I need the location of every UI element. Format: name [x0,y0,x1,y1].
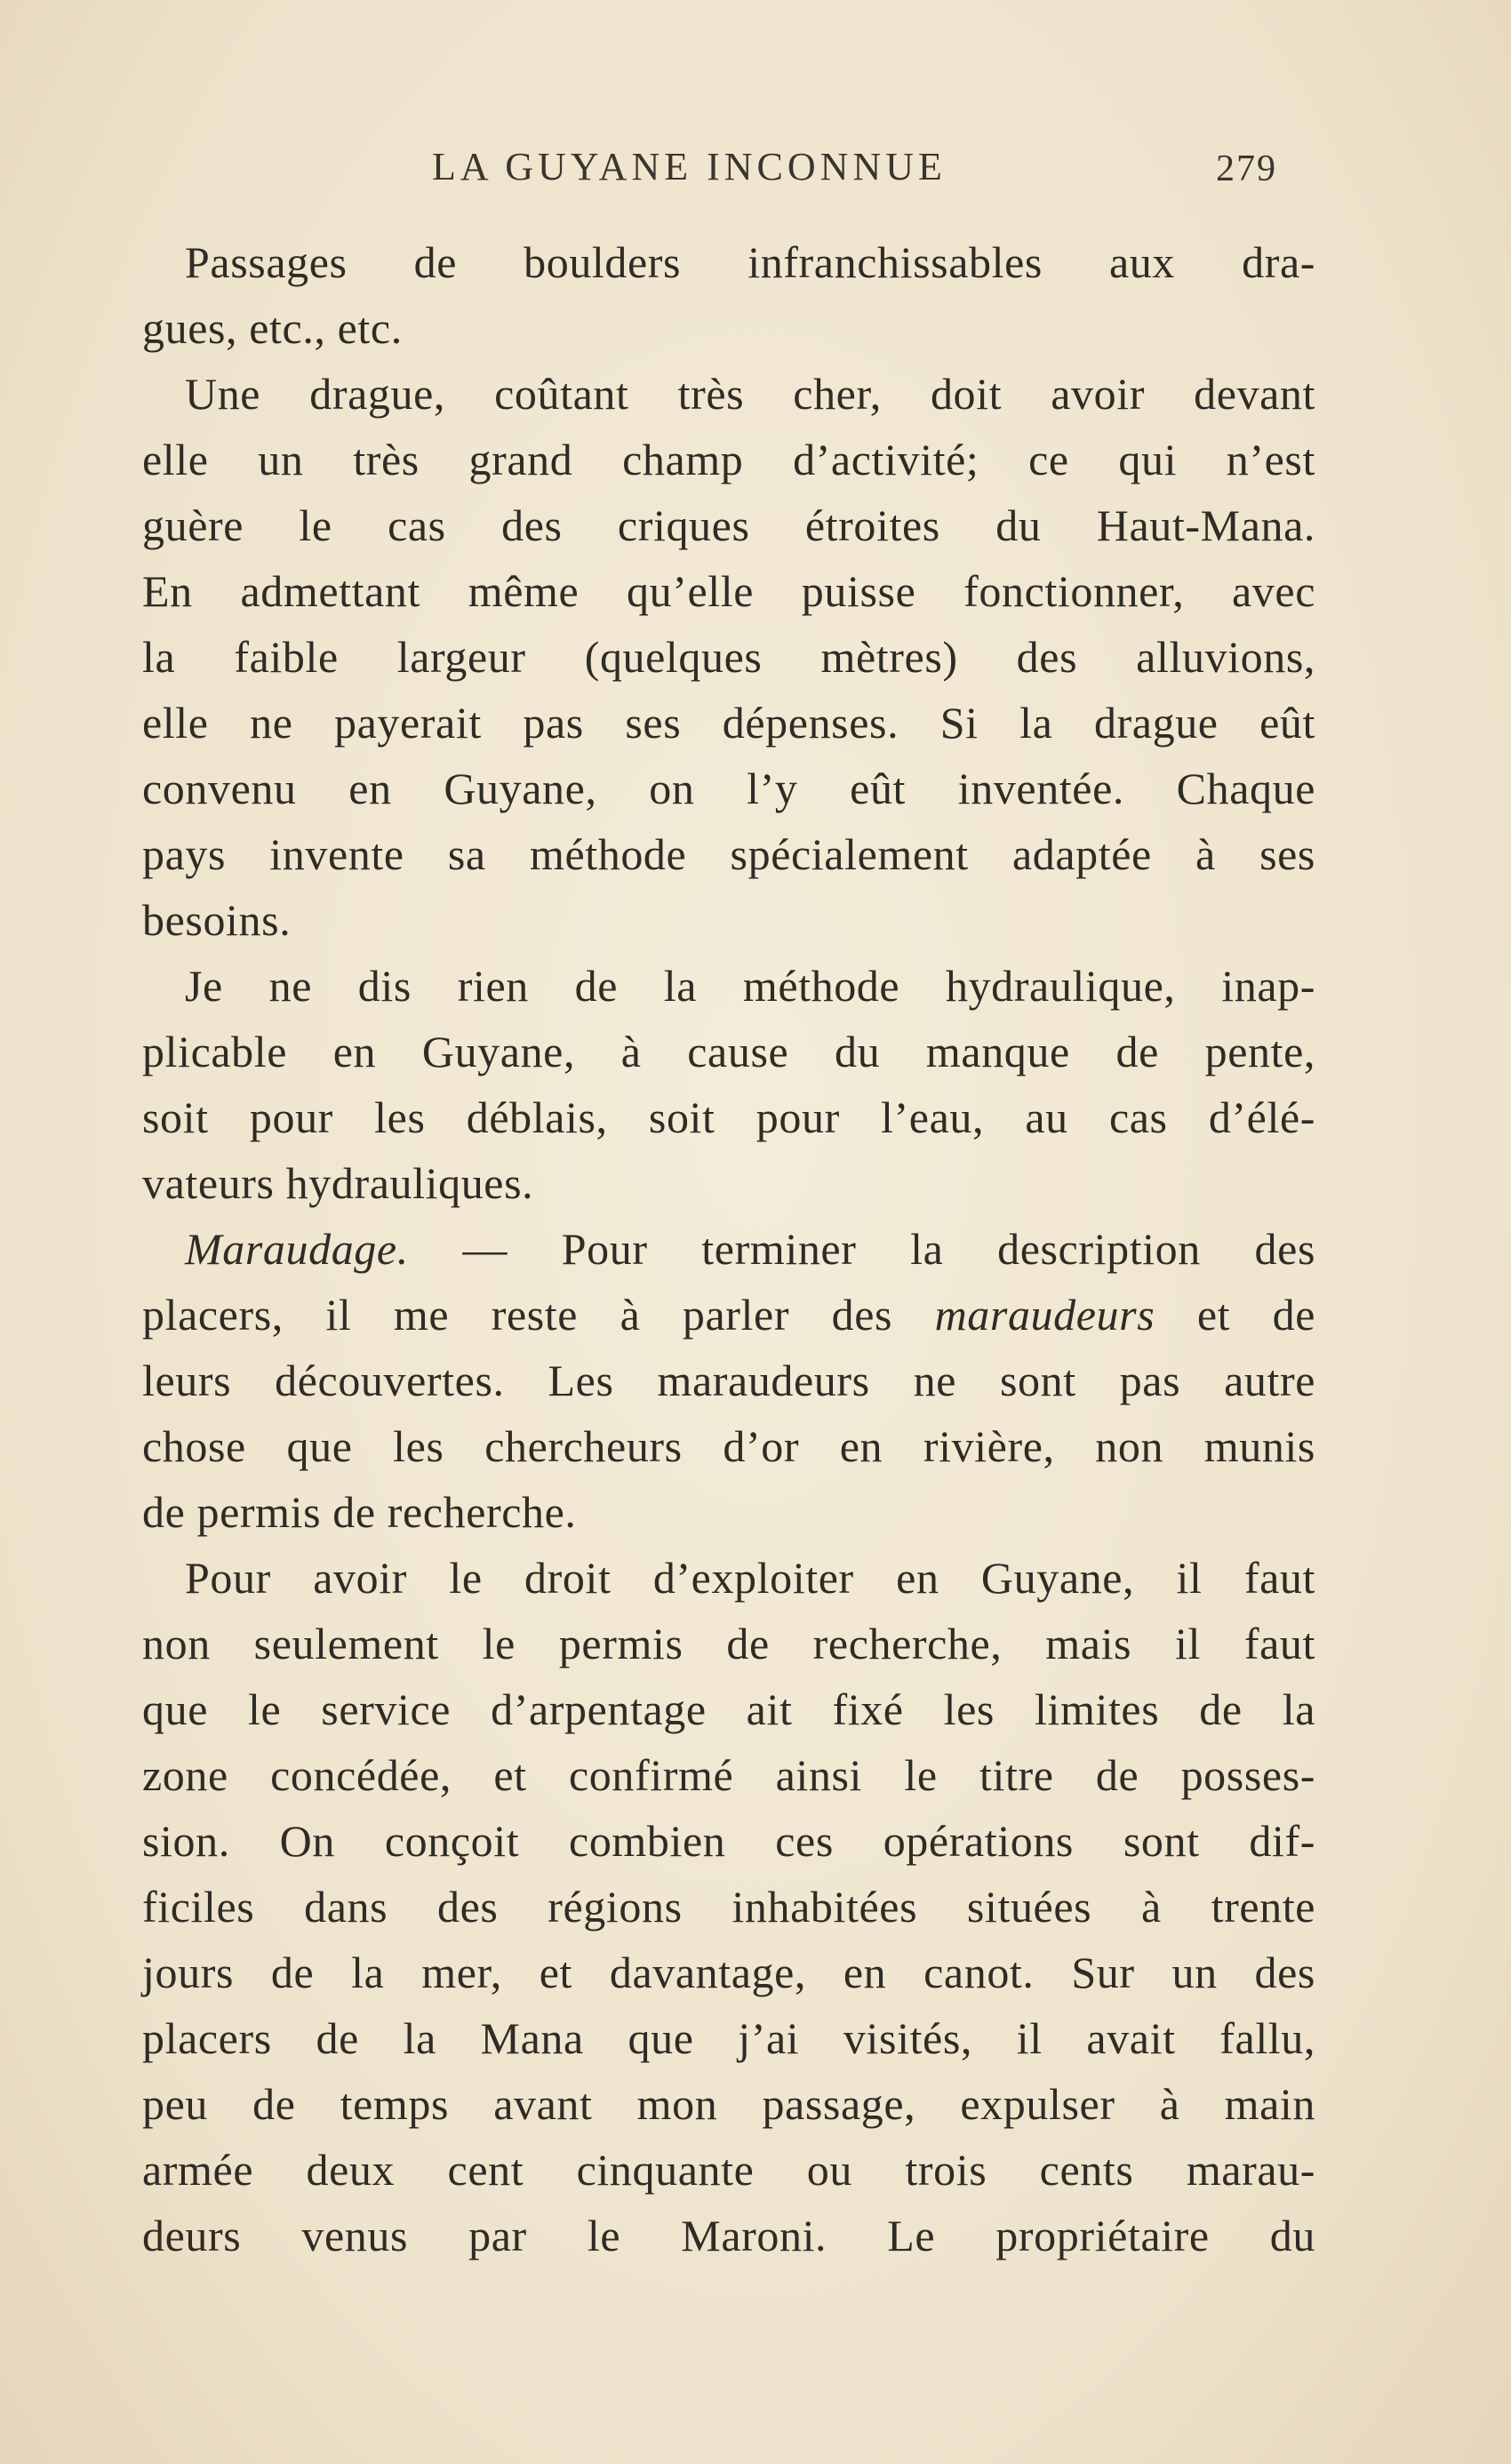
text-line [142,1216,1315,1282]
paragraph-drague [142,361,1315,953]
section-heading: Maraudage. [185,1224,409,1274]
text-line: leurs découvertes. Les maraudeurs ne sont pas autre [142,1356,1315,1405]
text-line: elle ne payerait pas ses dépenses. Si la drague eût [142,698,1315,748]
paragraph-maraudage [142,1216,1315,1545]
text-line: peu de temps avant mon passage, expulser à main [142,2079,1315,2129]
text-line: armée deux cent cinquante ou trois cents marau- [142,2145,1315,2195]
page-number: 279 [1216,148,1277,189]
text-line: soit pour les déblais, soit pour l’eau, au cas d’élé- [142,1092,1315,1142]
text-line: jours de la mer, et davantage, en canot. Sur un des [142,1948,1315,1997]
body-text [142,229,1315,2268]
text-line: placers de la Mana que j’ai visités, il avait fallu, [142,2013,1315,2063]
text-fragment: et de [1196,1290,1316,1340]
text-line: Pour avoir le droit d’exploiter en Guyane, il faut [185,1553,1315,1603]
text-line: En admettant même qu’elle puisse fonctionner, avec [142,566,1315,616]
page-header [0,144,1511,197]
text-line: ficiles dans des régions inhabitées situées à trente [142,1882,1315,1932]
text-line: elle un très grand champ d’activité; ce qui n’est [142,435,1315,484]
text-fragment: placers, il me reste à parler des [142,1290,893,1340]
text-line: vateurs hydrauliques. [142,1158,534,1208]
text-line: sion. On conçoit combien ces opérations sont dif- [142,1816,1315,1866]
text-line: chose que les chercheurs d’or en rivière, non munis [142,1421,1315,1471]
emphasis-term: maraudeurs [934,1290,1155,1340]
text-line: deurs venus par le Maroni. Le propriétaire du [142,2211,1315,2260]
running-title: LA GUYANE INCONNUE [432,145,947,188]
text-line: que le service d’arpentage ait fixé les limites de la [142,1684,1315,1734]
text-line: non seulement le permis de recherche, mais il faut [142,1619,1315,1668]
text-line: pays invente sa méthode spécialement adaptée à ses [142,829,1315,879]
text-line: convenu en Guyane, on l’y eût inventée. Chaque [142,764,1315,813]
paragraph-hydraulique [142,953,1315,1216]
text-line: Passages de boulders infranchissables aux dra- [185,237,1315,287]
paragraph-exploiter [142,1545,1315,2268]
text-line: zone concédée, et confirmé ainsi le titre de posses- [142,1750,1315,1800]
text-line: besoins. [142,895,292,945]
paragraph-boulders [142,229,1315,361]
text-line: Je ne dis rien de la méthode hydraulique, inap- [185,961,1315,1011]
text-line: guère le cas des criques étroites du Haut-Mana. [142,500,1315,550]
text-line: plicable en Guyane, à cause du manque de pente, [142,1027,1315,1076]
text-line: Une drague, coûtant très cher, doit avoir devant [185,369,1315,419]
text-fragment: — Pour terminer la description des [462,1224,1315,1274]
text-line: gues, etc., etc. [142,303,403,353]
text-line: la faible largeur (quelques mètres) des alluvions, [142,632,1315,682]
text-line: de permis de recherche. [142,1487,577,1537]
text-line [142,1282,1315,1348]
